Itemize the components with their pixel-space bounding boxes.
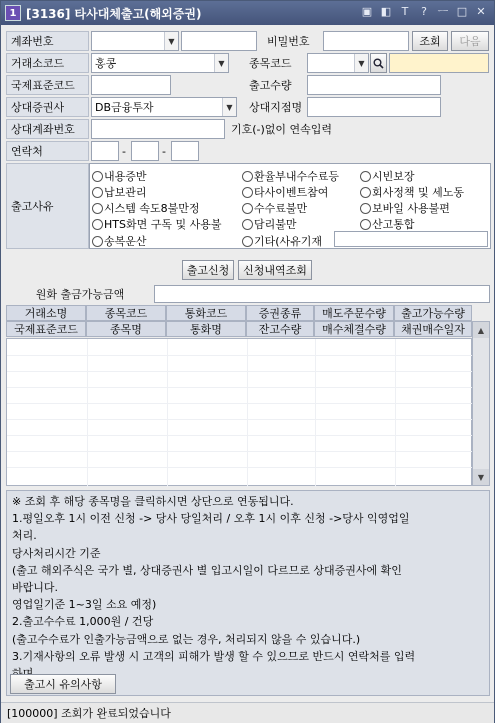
column-header[interactable]: 출고가능수량 xyxy=(394,305,472,321)
radio-circle-icon xyxy=(92,187,103,198)
column-header[interactable]: 채권매수일자 xyxy=(394,321,472,337)
next-button[interactable]: 다음 xyxy=(451,31,489,51)
column-header[interactable]: 통화코드 xyxy=(166,305,246,321)
help-icon[interactable]: ? xyxy=(421,5,427,18)
contact-separator: - xyxy=(162,144,166,158)
notice-line: (출고 해외주식은 국가 별, 상대증권사 별 입고시일이 다르므로 상대증권사에 확인 xyxy=(12,563,402,577)
notice-line: ※ 조회 후 해당 종목명을 클릭하시면 상단으로 연동됩니다. xyxy=(12,495,294,508)
chevron-down-icon[interactable]: ▼ xyxy=(222,98,236,116)
exchange-label: 거래소코드 xyxy=(6,53,89,73)
reason-radio[interactable]: 환율부내수수료등 xyxy=(242,168,339,184)
reason-radio[interactable]: HTS화면 구독 및 사용불 xyxy=(92,216,221,232)
contact-separator: - xyxy=(122,144,126,158)
search-icon[interactable] xyxy=(370,53,387,73)
reason-radio[interactable]: 타사이벤트참여 xyxy=(242,184,328,200)
radio-circle-icon xyxy=(92,171,103,182)
column-header[interactable]: 통화명 xyxy=(166,321,246,337)
reason-radio[interactable]: 산고통합 xyxy=(360,216,415,232)
reason-other-input[interactable] xyxy=(334,231,488,247)
layout-icon[interactable]: ◧ xyxy=(380,5,392,18)
column-header[interactable]: 매수체결수량 xyxy=(314,321,394,337)
reason-radio[interactable]: 내용증반 xyxy=(92,168,147,184)
minimize-icon[interactable]: ㅡ xyxy=(437,5,449,18)
scroll-down-icon[interactable]: ▼ xyxy=(473,469,489,485)
qty-input[interactable] xyxy=(307,75,441,95)
title-bar[interactable] xyxy=(1,1,494,25)
chevron-down-icon[interactable]: ▼ xyxy=(214,54,228,72)
column-header[interactable]: 잔고수량 xyxy=(246,321,314,337)
notice-line: 당사처리시간 기준 xyxy=(12,546,101,560)
grid-scrollbar[interactable] xyxy=(472,321,490,486)
grid-body[interactable] xyxy=(6,338,472,486)
chevron-down-icon[interactable]: ▼ xyxy=(354,54,368,72)
radio-circle-icon xyxy=(242,219,253,230)
contact-part1-input[interactable] xyxy=(91,141,119,161)
contact-part2-input[interactable] xyxy=(131,141,159,161)
notice-line: 처리. xyxy=(12,529,37,543)
maximize-icon[interactable]: □ xyxy=(456,5,468,18)
window-number-badge: 1 xyxy=(5,5,21,21)
radio-circle-icon xyxy=(92,203,103,214)
counter-branch-input[interactable] xyxy=(307,97,441,117)
available-amount-field xyxy=(154,285,490,303)
item-code-select[interactable] xyxy=(307,53,369,73)
counter-account-input[interactable] xyxy=(91,119,225,139)
caution-button[interactable]: 출고시 유의사항 xyxy=(10,674,116,694)
isin-label: 국제표준코드 xyxy=(6,75,89,95)
reason-radio[interactable]: 기타(사유기재 xyxy=(242,233,322,249)
isin-input[interactable] xyxy=(91,75,171,95)
notice-line: 바랍니다. xyxy=(12,581,59,595)
window-title: [3136] 타사대체출고(해외증권) xyxy=(26,6,202,21)
counter-account-label: 상대계좌번호 xyxy=(6,119,89,139)
reason-radio[interactable]: 회사정책 및 세노동 xyxy=(360,184,464,200)
link-icon[interactable]: ▣ xyxy=(361,5,373,18)
reason-radio[interactable]: 보바일 사용불편 xyxy=(360,200,450,216)
radio-circle-icon xyxy=(242,203,253,214)
notice-line: 3.기재사항의 오류 발생 시 고객의 피해가 발생 할 수 있으므로 반드시 연락처를 입력 xyxy=(12,649,416,663)
scroll-up-icon[interactable]: ▲ xyxy=(473,322,489,338)
radio-circle-icon xyxy=(360,171,371,182)
radio-circle-icon xyxy=(360,203,371,214)
font-icon[interactable]: T xyxy=(401,5,409,18)
column-header[interactable]: 증권종류 xyxy=(246,305,314,321)
contact-label: 연락처 xyxy=(6,141,89,161)
item-name-field xyxy=(389,53,489,73)
column-header[interactable]: 종목코드 xyxy=(86,305,166,321)
notice-line: 2.출고수수료 1,000원 / 건당 xyxy=(12,615,154,629)
radio-circle-icon xyxy=(360,219,371,230)
radio-circle-icon xyxy=(242,187,253,198)
reason-radio[interactable]: 송복운산 xyxy=(92,233,147,249)
status-bar xyxy=(1,702,494,723)
column-header[interactable]: 종목명 xyxy=(86,321,166,337)
contact-part3-input[interactable] xyxy=(171,141,199,161)
available-amount-label: 원화 출금가능금액 xyxy=(6,285,154,303)
apply-button[interactable]: 출고신청 xyxy=(182,260,234,280)
radio-circle-icon xyxy=(92,219,103,230)
history-button[interactable]: 신청내역조회 xyxy=(238,260,312,280)
counter-broker-value: DB금융투자 xyxy=(95,101,154,114)
reason-radio[interactable]: 담리불만 xyxy=(242,216,297,232)
qty-label: 출고수량 xyxy=(249,79,292,92)
notice-line: (출고수수료가 인출가능금액으로 없는 경우, 처리되지 않을 수 있습니다.) xyxy=(12,632,361,646)
reason-radio-group xyxy=(89,163,491,249)
notice-line: 1.평일오후 1시 이전 신청 -> 당사 당일처리 / 오후 1시 이후 신청 ->당사 익영업일 xyxy=(12,512,410,526)
notice-panel xyxy=(6,490,490,696)
counter-broker-label: 상대증권사 xyxy=(6,97,89,117)
exchange-value: 홍콩 xyxy=(95,57,117,70)
radio-circle-icon xyxy=(360,187,371,198)
radio-circle-icon xyxy=(92,236,103,247)
status-text: [100000] 조회가 완료되었습니다 xyxy=(7,707,171,720)
reason-radio[interactable]: 납보관리 xyxy=(92,184,147,200)
radio-circle-icon xyxy=(242,171,253,182)
counter-account-hint: 기호(-)없이 연속입력 xyxy=(231,123,333,136)
reason-radio[interactable]: 수수료불만 xyxy=(242,200,307,216)
column-header[interactable]: 매도주문수량 xyxy=(314,305,394,321)
account-label: 계좌번호 xyxy=(6,31,89,51)
account-select[interactable] xyxy=(91,31,179,51)
reason-radio[interactable]: 시스템 속도8불만정 xyxy=(92,200,200,216)
column-header[interactable]: 국제표준코드 xyxy=(6,321,86,337)
counter-broker-select[interactable] xyxy=(91,97,237,117)
close-icon[interactable]: ✕ xyxy=(476,5,486,18)
exchange-select[interactable] xyxy=(91,53,229,73)
inquire-button[interactable]: 조회 xyxy=(412,31,448,51)
chevron-down-icon[interactable]: ▼ xyxy=(164,32,178,50)
radio-circle-icon xyxy=(242,236,253,247)
password-input[interactable] xyxy=(323,31,409,51)
item-code-label: 종목코드 xyxy=(249,57,292,70)
password-label: 비밀번호 xyxy=(267,35,310,48)
account-name-field xyxy=(181,31,257,51)
notice-line: 영업일기준 1~3일 소요 예정) xyxy=(12,598,157,612)
reason-radio[interactable]: 시빈보장 xyxy=(360,168,415,184)
column-header[interactable]: 거래소명 xyxy=(6,305,86,321)
counter-branch-label: 상대지점명 xyxy=(249,101,303,114)
reason-label: 출고사유 xyxy=(6,163,89,249)
